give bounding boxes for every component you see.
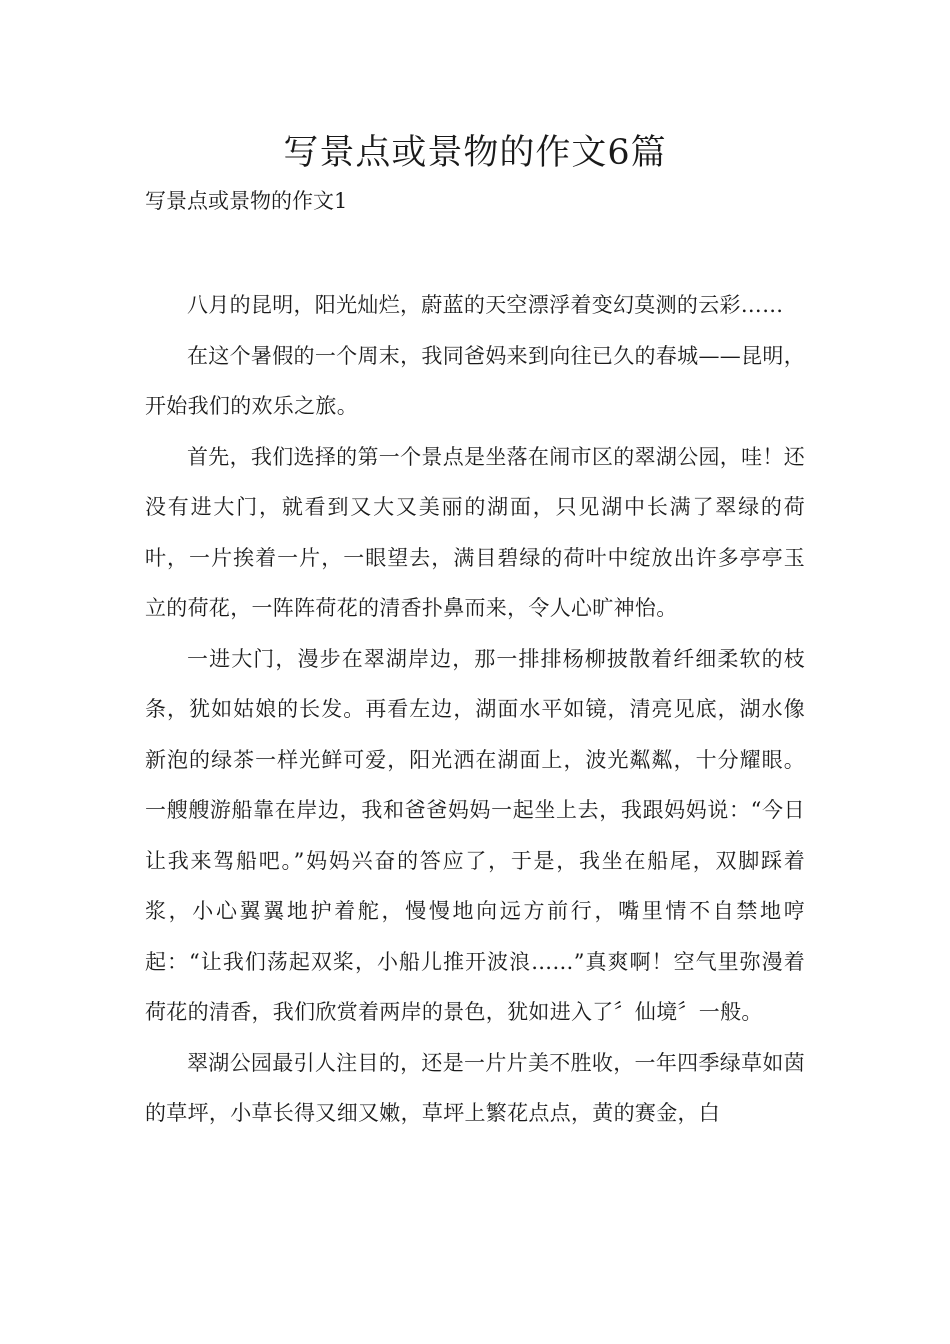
paragraph-2: 在这个暑假的一个周末，我同爸妈来到向往已久的春城——昆明，开始我们的欢乐之旅。 [145,343,805,418]
document-body [145,280,805,1139]
document-title: 写景点或景物的作文6篇 [283,133,667,173]
paragraph-1: 八月的昆明，阳光灿烂，蔚蓝的天空漂浮着变幻莫测的云彩…… [187,293,784,317]
paragraph-3: 首先，我们选择的第一个景点是坐落在闹市区的翠湖公园，哇！还没有进大门，就看到又大又美丽的湖面，只见湖中长满了翠绿的荷叶，一片挨着一片，一眼望去，满目碧绿的荷叶中绽放出许多亭亭玉立的荷花，一阵阵荷花的清香扑鼻而来，令人心旷神怡。 [145,444,805,620]
section-heading: 写景点或景物的作文1 [145,189,348,213]
paragraph-4: 一进大门，漫步在翠湖岸边，那一排排杨柳披散着纤细柔软的枝条，犹如姑娘的长发。再看左边，湖面水平如镜，清亮见底，湖水像新泡的绿茶一样光鲜可爱，阳光洒在湖面上，波光粼粼，十分耀眼。一艘艘游船靠在岸边，我和爸爸妈妈一起坐上去，我跟妈妈说：“今日让我来驾船吧。”妈妈兴奋的答应了，于是，我坐在船尾，双脚踩着浆，小心翼翼地护着舵，慢慢地向远方前行，嘴里情不自禁地哼起：“让我们荡起双桨，小船儿推开波浪……”真爽啊！空气里弥漫着荷花的清香，我们欣赏着两岸的景色，犹如进入了〞仙境〞一般。 [145,646,805,1024]
paragraph-5: 翠湖公园最引人注目的，还是一片片美不胜收，一年四季绿草如茵的草坪，小草长得又细又嫩，草坪上繁花点点，黄的赛金，白 [145,1050,805,1125]
